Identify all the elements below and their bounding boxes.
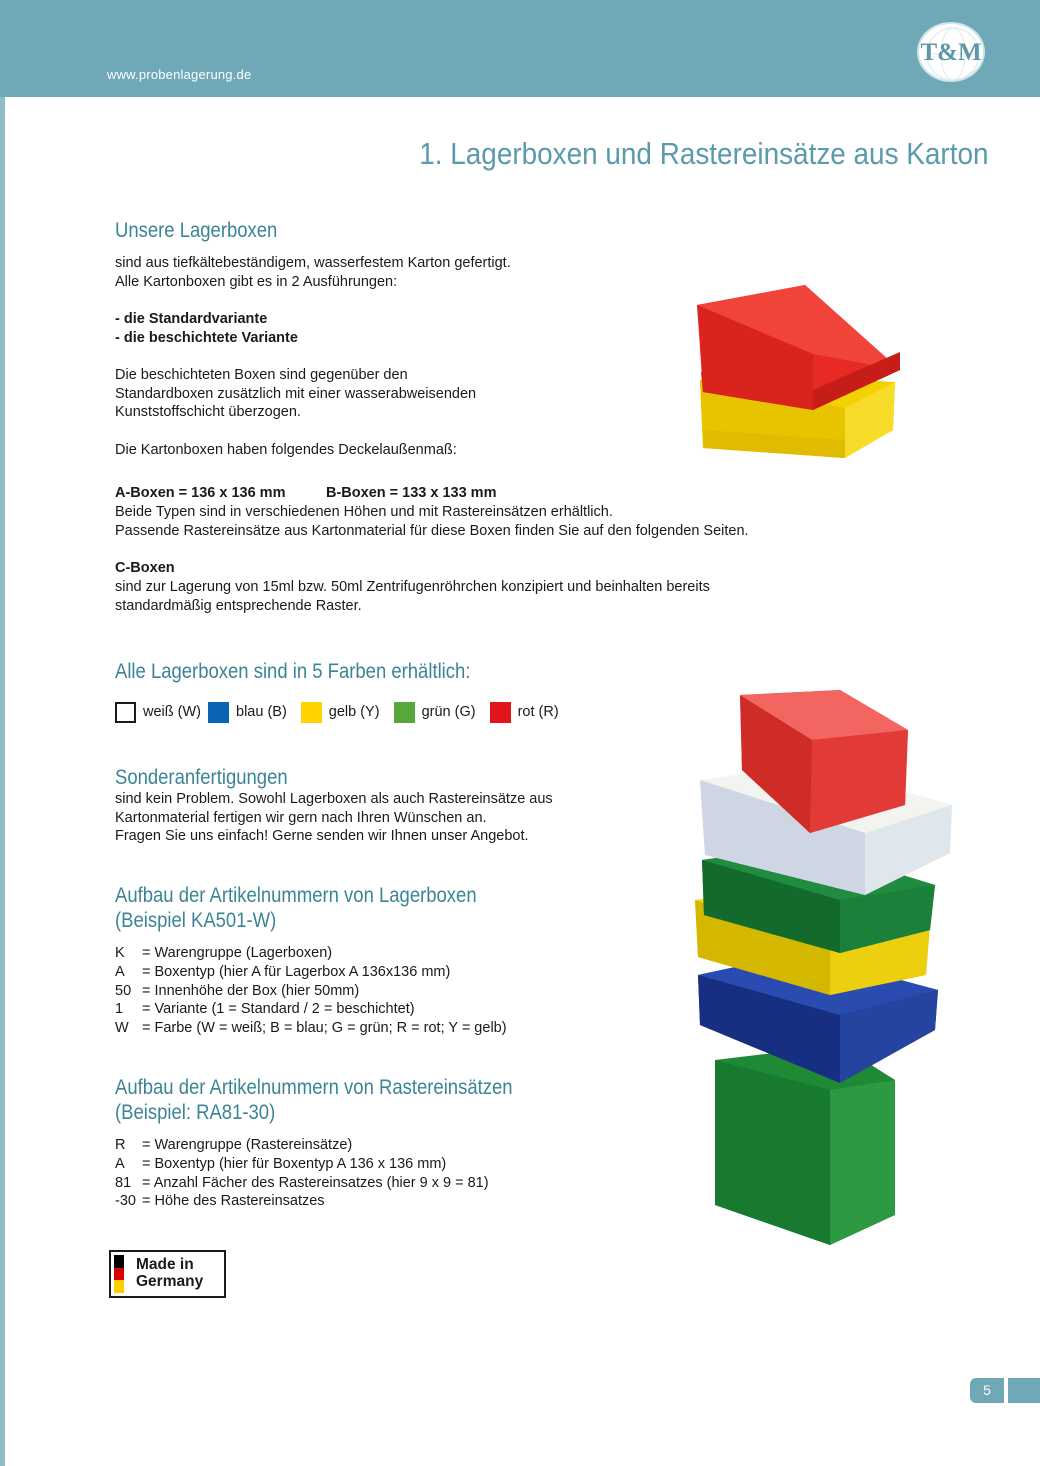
company-logo xyxy=(917,22,985,82)
heading-line: Aufbau der Artikelnummern von Lagerboxen xyxy=(115,884,477,907)
legend-value: = Warengruppe (Rastereinsätze) xyxy=(142,1137,353,1153)
section-heading-box-numbers xyxy=(115,883,477,933)
badge-line: Made in xyxy=(136,1256,194,1273)
legend-value: = Variante (1 = Standard / 2 = beschichtet) xyxy=(142,1001,415,1018)
red-yellow-boxes-photo xyxy=(695,280,910,460)
legend-value: = Boxentyp (hier A für Lagerbox A 136x136 mm) xyxy=(142,963,451,980)
legend-key: 50 xyxy=(115,982,132,999)
legend-row xyxy=(115,1019,507,1038)
legend-value: = Warengruppe (Lagerboxen) xyxy=(142,945,333,961)
c-boxes-heading: C-Boxen xyxy=(115,560,175,576)
swatch-label: weiß (W) xyxy=(143,704,201,720)
legend-row xyxy=(115,963,507,982)
legend-key: K xyxy=(115,945,125,961)
intro-line: Alle Kartonboxen gibt es in 2 Ausführungen: xyxy=(115,273,398,290)
text-line: Fragen Sie uns einfach! Gerne senden wir Ihnen unser Angebot. xyxy=(115,828,529,845)
text-line: sind kein Problem. Sowohl Lagerboxen als auch Rastereinsätze aus xyxy=(115,791,553,807)
legend-row xyxy=(115,982,507,1001)
german-flag-icon xyxy=(114,1255,124,1293)
swatch-red xyxy=(490,702,511,723)
box-a-dimensions: A-Boxen = 136 x 136 mm xyxy=(115,485,286,501)
legend-row xyxy=(115,1136,489,1155)
left-margin-rule xyxy=(0,97,5,1466)
variant-item: - die beschichtete Variante xyxy=(115,329,298,346)
text-line: Die beschichteten Boxen sind gegenüber den xyxy=(115,367,408,383)
text-line: Kunststoffschicht überzogen. xyxy=(115,404,301,421)
legend-key: W xyxy=(115,1020,129,1037)
text-line: Passende Rastereinsätze aus Kartonmaterial für diese Boxen finden Sie auf den folgenden Seiten. xyxy=(115,522,749,539)
text-line: standardmäßig entsprechende Raster. xyxy=(115,597,362,614)
legend-row xyxy=(115,1000,507,1019)
made-in-germany-badge xyxy=(109,1250,226,1298)
legend-row xyxy=(115,1155,489,1174)
badge-text xyxy=(136,1256,203,1290)
grid-number-legend xyxy=(115,1136,489,1211)
page-edge-tab xyxy=(1008,1378,1040,1403)
badge-line: Germany xyxy=(136,1273,204,1290)
legend-value: = Innenhöhe der Box (hier 50mm) xyxy=(142,982,360,999)
section-heading-grid-numbers xyxy=(115,1075,513,1125)
swatch-label: gelb (Y) xyxy=(328,704,380,720)
text-line: Beide Typen sind in verschiedenen Höhen und mit Rastereinsätzen erhältlich. xyxy=(115,504,613,520)
page-number-box xyxy=(970,1378,1004,1403)
legend-key: -30 xyxy=(115,1193,136,1210)
types-description xyxy=(115,503,749,540)
intro-line: sind aus tiefkältebeständigem, wasserfestem Karton gefertigt. xyxy=(115,255,511,271)
swatch-label: grün (G) xyxy=(421,704,476,720)
heading-line: Aufbau der Artikelnummern von Rastereinsätzen xyxy=(115,1076,513,1099)
custom-text xyxy=(115,790,553,846)
page-title: 1. Lagerboxen und Rastereinsätze aus Karton xyxy=(418,136,988,171)
legend-value: = Farbe (W = weiß; B = blau; G = grün; R = rot; Y = gelb) xyxy=(142,1020,507,1037)
text-line: Standardboxen zusätzlich mit einer wasserabweisenden xyxy=(115,385,477,402)
logo-text: T&M xyxy=(920,39,982,66)
color-swatches xyxy=(115,700,566,724)
legend-value: = Boxentyp (hier für Boxentyp A 136 x 136 mm) xyxy=(142,1155,447,1172)
box-b-dimensions: B-Boxen = 133 x 133 mm xyxy=(326,485,497,501)
box-number-legend xyxy=(115,944,507,1038)
legend-row xyxy=(115,1192,489,1211)
swatch-white xyxy=(115,702,136,723)
section-heading-colors: Alle Lagerboxen sind in 5 Farben erhältlich: xyxy=(115,660,471,683)
heading-line: (Beispiel: RA81-30) xyxy=(115,1101,276,1124)
header-band xyxy=(0,0,1040,97)
website-url[interactable]: www.probenlagerung.de xyxy=(107,67,252,82)
text-line: Kartonmaterial fertigen wir gern nach Ihren Wünschen an. xyxy=(115,809,487,826)
legend-value: = Anzahl Fächer des Rastereinsatzes (hier 9 x 9 = 81) xyxy=(142,1174,489,1191)
legend-key: R xyxy=(115,1137,126,1153)
variant-item: - die Standardvariante xyxy=(115,311,268,327)
legend-key: A xyxy=(115,963,125,980)
page-number: 5 xyxy=(983,1382,991,1398)
coated-description xyxy=(115,366,476,422)
section-heading-lagerboxen: Unsere Lagerboxen xyxy=(115,219,278,242)
lid-dimension-intro: Die Kartonboxen haben folgendes Deckelaußenmaß: xyxy=(115,442,457,458)
section-heading-custom: Sonderanfertigungen xyxy=(115,766,288,789)
text-line: sind zur Lagerung von 15ml bzw. 50ml Zentrifugenröhrchen konzipiert und beinhalten bereits xyxy=(115,579,710,595)
legend-key: 81 xyxy=(115,1174,132,1191)
intro-text xyxy=(115,254,511,291)
c-boxes-text xyxy=(115,578,710,615)
variants-list xyxy=(115,310,298,347)
legend-row xyxy=(115,944,507,963)
heading-line: (Beispiel KA501-W) xyxy=(115,909,277,932)
legend-row xyxy=(115,1174,489,1193)
legend-key: A xyxy=(115,1155,125,1172)
swatch-blue xyxy=(208,702,229,723)
stacked-boxes-photo xyxy=(690,685,955,1250)
swatch-green xyxy=(394,702,415,723)
swatch-yellow xyxy=(301,702,322,723)
swatch-label: blau (B) xyxy=(236,704,287,720)
swatch-label: rot (R) xyxy=(517,704,559,720)
legend-key: 1 xyxy=(115,1001,124,1018)
legend-value: = Höhe des Rastereinsatzes xyxy=(142,1193,325,1210)
